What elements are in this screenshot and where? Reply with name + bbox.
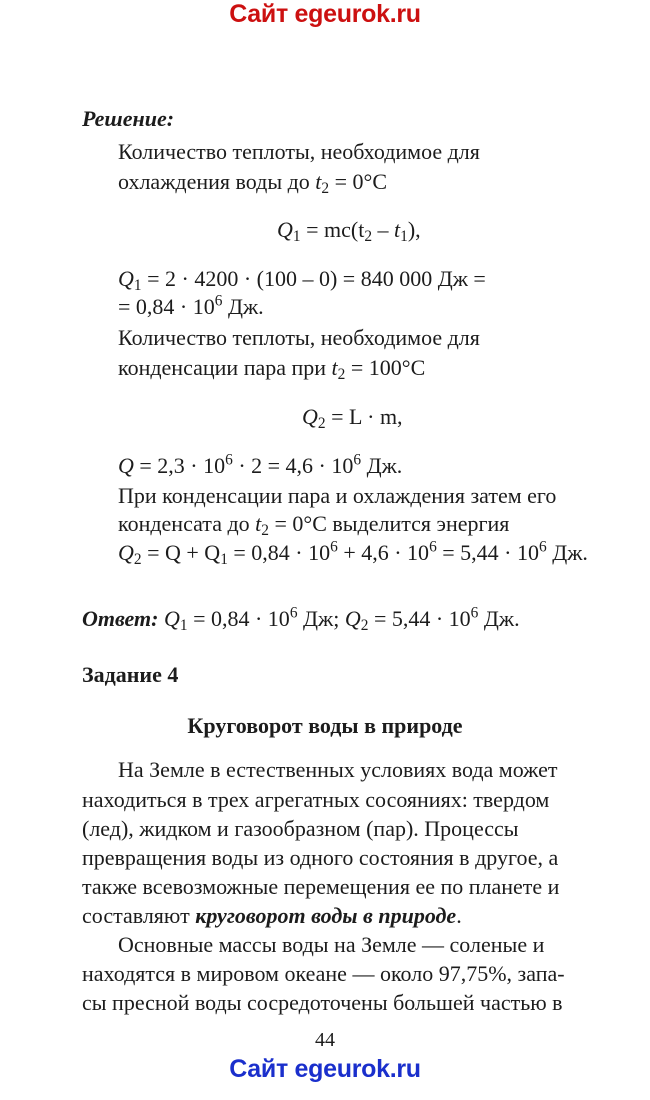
section-title: Круговорот воды в природе xyxy=(187,713,463,738)
text-line: Количество теплоты, необходимое для xyxy=(118,139,480,164)
paragraph-line: (лед), жидком и газообразном (пар). Процессы xyxy=(82,816,519,841)
answer-label: Ответ: xyxy=(82,606,159,631)
emphasis-term: круговорот воды в природе xyxy=(195,903,457,928)
site-watermark-top: Сайт egeurok.ru xyxy=(229,0,421,28)
paragraph-line: превращения воды из одного состояния в другое, а xyxy=(82,845,559,870)
calc-q2: $Q_2 = Q + Q_1 = 0,84 \cdot 10^6 + 4,6 \cdot 10^6 = 5,44 \cdot 10^6$ Дж. xyxy=(118,538,588,568)
paragraph-line: находиться в трех агрегатных сосояниях: твердом xyxy=(82,787,550,812)
paragraph-line: На Земле в естественных условиях вода может xyxy=(118,757,558,782)
task-title: Задание 4 xyxy=(82,662,179,687)
paragraph-line: сы пресной воды сосредоточены большей частью в xyxy=(82,990,563,1015)
text-line: охлаждения воды до $t_2 = 0^\circ C$ xyxy=(118,169,388,197)
text-line: конденсата до $t_2 = 0^\circ C$ выделится энергия xyxy=(118,511,510,539)
paragraph-line: Основные массы воды на Земле — соленые и xyxy=(118,932,545,957)
paragraph-line: также всевозможные перемещения ее по планете и xyxy=(82,874,560,899)
text-line: конденсации пара при $t_2 = 100^\circ C$ xyxy=(118,355,426,383)
text-line: Количество теплоты, необходимое для xyxy=(118,325,480,350)
solution-label: Решение: xyxy=(82,106,175,131)
formula-q1: $Q_1 = mc(t_2 - t_1)$, xyxy=(277,217,421,245)
calc-q1-cont: = $0,84 \cdot 10^6$ Дж. xyxy=(118,292,264,319)
paragraph-line: составляют круговорот воды в природе. xyxy=(82,903,462,928)
formula-q2: $Q_2 = L \cdot m$, xyxy=(302,404,403,432)
calc-q1: $Q_1 = 2 \cdot 4200 \cdot (100 - 0) = 840$ 000 Дж = xyxy=(118,266,486,294)
answer-line: Ответ: $Q_1 = 0,84 \cdot 10^6$ Дж; $Q_2 = 5,44 \cdot 10^6$ Дж. xyxy=(82,604,520,634)
site-watermark-bottom: Сайт egeurok.ru xyxy=(229,1055,421,1083)
text-line: При конденсации пара и охлаждения затем его xyxy=(118,483,557,508)
calc-q: $Q = 2,3 \cdot 10^6 \cdot 2 = 4,6 \cdot 10^6$ Дж. xyxy=(118,451,403,478)
page-number: 44 xyxy=(315,1029,335,1051)
paragraph-line: находятся в мировом океане — около 97,75%, запа- xyxy=(82,961,565,986)
